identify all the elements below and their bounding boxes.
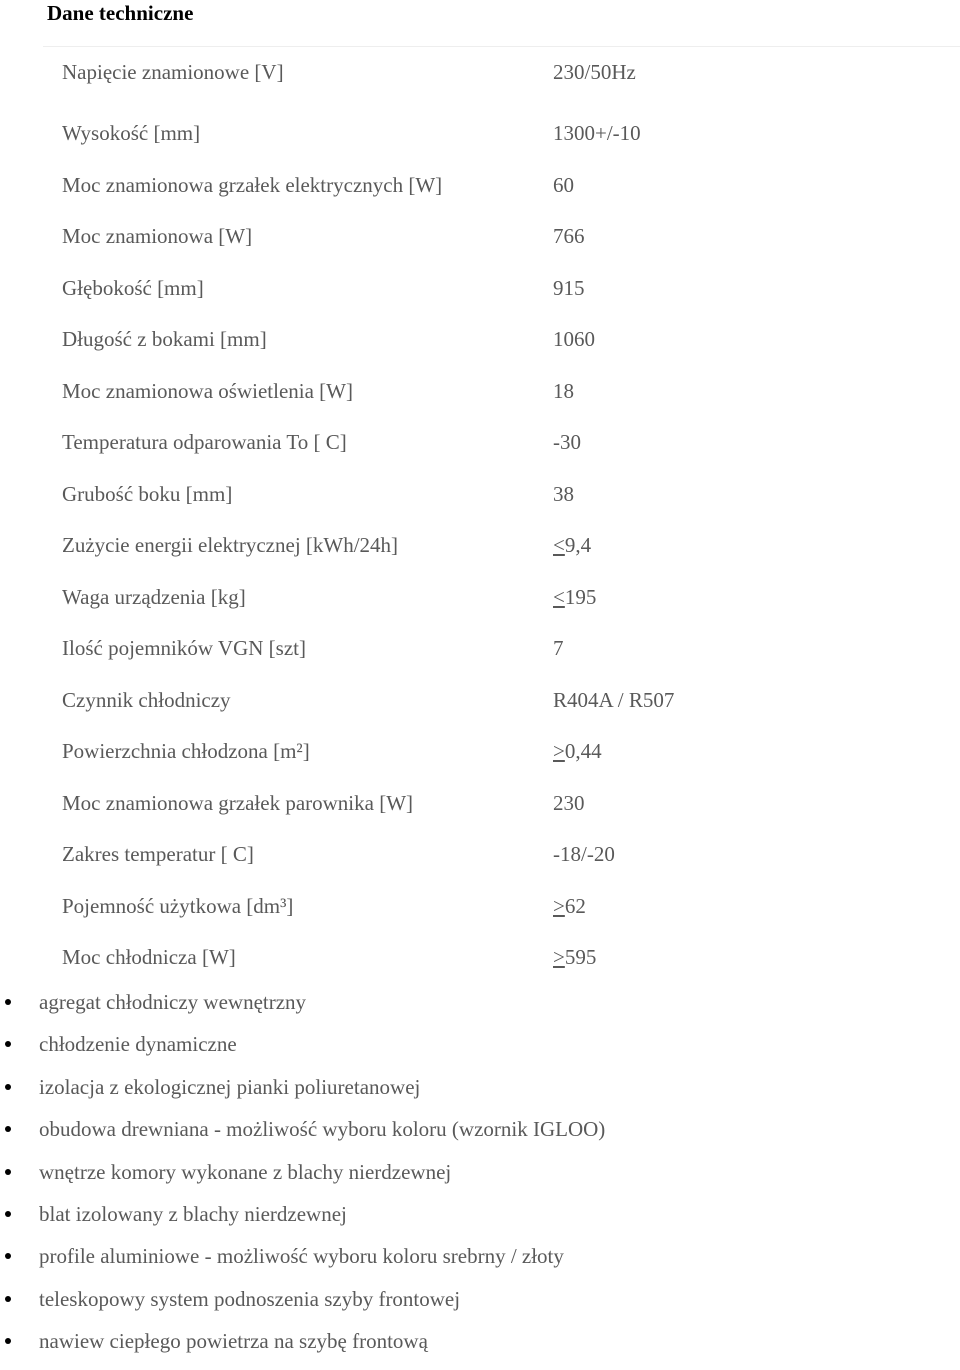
spec-value bbox=[553, 944, 596, 970]
spec-label: Moc chłodnicza [W] bbox=[62, 945, 236, 969]
spec-label: Moc znamionowa oświetlenia [W] bbox=[62, 378, 353, 403]
spec-label: Długość z bokami [mm] bbox=[62, 327, 267, 351]
spec-label: Moc znamionowa [W] bbox=[62, 224, 253, 248]
bullet-icon bbox=[5, 1338, 11, 1344]
heading-divider bbox=[43, 46, 960, 47]
spec-value-text: 595 bbox=[564, 945, 597, 969]
spec-label: Zakres temperatur [ C] bbox=[62, 842, 254, 866]
spec-row bbox=[0, 53, 960, 114]
spec-label: Pojemność użytkowa [dm³] bbox=[62, 893, 294, 918]
spec-table bbox=[0, 53, 960, 990]
spec-row bbox=[0, 320, 960, 372]
spec-value-prefix: < bbox=[553, 584, 565, 609]
spec-value-prefix: > bbox=[553, 945, 565, 969]
spec-value-text: 915 bbox=[553, 275, 585, 300]
spec-value bbox=[553, 893, 586, 919]
spec-row bbox=[0, 423, 960, 475]
list-item bbox=[0, 1200, 960, 1242]
spec-value-text: 195 bbox=[564, 584, 597, 609]
bullet-icon bbox=[5, 1296, 11, 1302]
spec-value bbox=[553, 429, 581, 455]
spec-value bbox=[553, 790, 585, 816]
spec-label: Temperatura odparowania To [ C] bbox=[62, 430, 347, 454]
spec-label: Wysokość [mm] bbox=[62, 121, 201, 145]
spec-row bbox=[0, 681, 960, 733]
spec-value-text: -30 bbox=[553, 430, 581, 454]
feature-text: chłodzenie dynamiczne bbox=[39, 1032, 237, 1057]
list-item bbox=[0, 1158, 960, 1200]
spec-value-text: 0,44 bbox=[564, 739, 602, 763]
spec-value-text: 38 bbox=[553, 481, 574, 506]
bullet-icon bbox=[5, 1253, 11, 1259]
spec-value bbox=[553, 687, 674, 713]
spec-row bbox=[0, 114, 960, 166]
spec-value-text: 60 bbox=[553, 172, 574, 197]
spec-value-text: 1300+/-10 bbox=[553, 121, 641, 145]
spec-label: Napięcie znamionowe [V] bbox=[62, 60, 284, 84]
list-item bbox=[0, 1242, 960, 1284]
spec-label: Zużycie energii elektrycznej [kWh/24h] bbox=[62, 533, 399, 557]
spec-row bbox=[0, 526, 960, 578]
feature-text: wnętrze komory wykonane z blachy nierdzewnej bbox=[39, 1159, 452, 1184]
spec-value bbox=[553, 120, 641, 146]
spec-row bbox=[0, 887, 960, 939]
spec-value bbox=[553, 59, 636, 85]
spec-label: Powierzchnia chłodzona [m²] bbox=[62, 739, 310, 763]
spec-value bbox=[553, 532, 591, 558]
spec-label: Ilość pojemników VGN [szt] bbox=[62, 636, 306, 660]
feature-text: profile aluminiowe - możliwość wyboru koloru srebrny / złoty bbox=[39, 1244, 564, 1269]
feature-text: nawiew ciepłego powietrza na szybę frontową bbox=[39, 1329, 428, 1354]
feature-text: izolacja z ekologicznej pianki poliuretanowej bbox=[39, 1074, 421, 1099]
spec-value-text: R404A / R507 bbox=[553, 687, 675, 712]
section-heading: Dane techniczne bbox=[47, 1, 194, 25]
spec-value bbox=[553, 584, 596, 610]
spec-value-text: 1060 bbox=[553, 327, 595, 351]
spec-value-text: 7 bbox=[553, 636, 564, 660]
spec-label: Grubość boku [mm] bbox=[62, 481, 233, 506]
spec-value bbox=[553, 738, 602, 764]
spec-row bbox=[0, 166, 960, 218]
spec-value bbox=[553, 378, 574, 404]
spec-value-text: 62 bbox=[564, 893, 586, 918]
spec-value-text: 18 bbox=[553, 378, 574, 403]
spec-row bbox=[0, 732, 960, 784]
spec-value-text: 766 bbox=[553, 224, 585, 248]
spec-row bbox=[0, 217, 960, 269]
spec-row bbox=[0, 938, 960, 990]
spec-row bbox=[0, 372, 960, 424]
list-item bbox=[0, 988, 960, 1030]
spec-value-prefix: < bbox=[553, 533, 565, 557]
spec-label: Głębokość [mm] bbox=[62, 275, 204, 300]
list-item bbox=[0, 1115, 960, 1157]
spec-label: Czynnik chłodniczy bbox=[62, 687, 231, 712]
spec-row bbox=[0, 629, 960, 681]
spec-value bbox=[553, 275, 585, 301]
spec-value-text: 230 bbox=[553, 790, 585, 815]
spec-value bbox=[553, 172, 574, 198]
list-item bbox=[0, 1030, 960, 1072]
spec-value bbox=[553, 841, 615, 867]
feature-text: agregat chłodniczy wewnętrzny bbox=[39, 990, 307, 1014]
bullet-icon bbox=[5, 1211, 11, 1217]
list-item bbox=[0, 1073, 960, 1115]
list-item bbox=[0, 1285, 960, 1327]
feature-text: obudowa drewniana - możliwość wyboru koloru (wzornik IGLOO) bbox=[39, 1117, 606, 1142]
list-item bbox=[0, 1327, 960, 1369]
bullet-icon bbox=[5, 1084, 11, 1090]
bullet-icon bbox=[5, 1126, 11, 1132]
feature-text: teleskopowy system podnoszenia szyby frontowej bbox=[39, 1286, 461, 1311]
spec-label: Moc znamionowa grzałek parownika [W] bbox=[62, 790, 414, 815]
spec-value bbox=[553, 326, 595, 352]
spec-row bbox=[0, 784, 960, 836]
spec-value bbox=[553, 481, 574, 507]
spec-row bbox=[0, 578, 960, 630]
spec-value-prefix: > bbox=[553, 739, 565, 763]
feature-text: blat izolowany z blachy nierdzewnej bbox=[39, 1201, 347, 1226]
bullet-icon bbox=[5, 999, 11, 1005]
spec-value-text: 9,4 bbox=[564, 533, 592, 557]
spec-row bbox=[0, 835, 960, 887]
feature-list bbox=[0, 988, 960, 1370]
bullet-icon bbox=[5, 1041, 11, 1047]
spec-value bbox=[553, 635, 564, 661]
spec-value-prefix: > bbox=[553, 893, 565, 918]
spec-row bbox=[0, 269, 960, 321]
spec-value bbox=[553, 223, 585, 249]
spec-label: Moc znamionowa grzałek elektrycznych [W] bbox=[62, 172, 443, 197]
bullet-icon bbox=[5, 1169, 11, 1175]
spec-label: Waga urządzenia [kg] bbox=[62, 584, 246, 609]
spec-value-text: 230/50Hz bbox=[553, 60, 636, 84]
spec-value-text: -18/-20 bbox=[553, 842, 615, 866]
spec-row bbox=[0, 475, 960, 527]
